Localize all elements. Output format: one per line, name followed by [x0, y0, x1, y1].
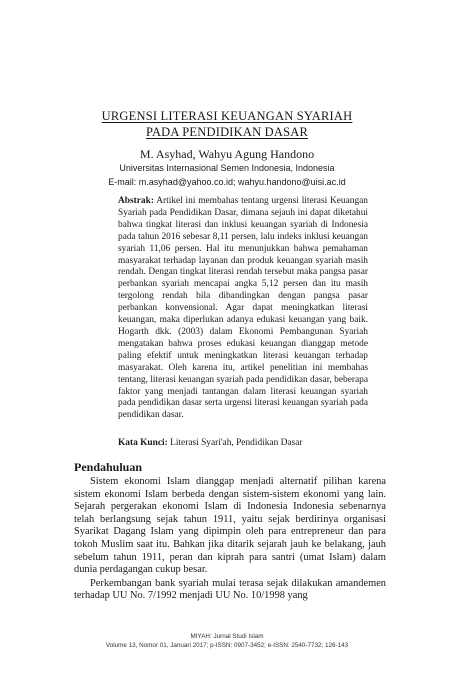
body-paragraph-1: Sistem ekonomi Islam dianggap menjadi alternatif pilihan karena sistem ekonomi Islam berbeda dengan sistem-sistem ekonomi yang lain. Sejarah pergerakan ekonomi Islam di Indonesia Indonesia sebenarnya telah berlangsung sejak tahun 1911, yaitu sejak berdirinya organisasi Syarikat Dagang Islam yang dipimpin oleh para entrepreneur dan para tokoh Muslim saat itu. Bahkan jika ditarik sejarah jauh ke belakang, jauh sebelum tahun 1911, peran dan kiprah para santri (umat Islam) dalam dunia perdagangan cukup besar. — [74, 476, 386, 576]
abstract-label: Abstrak: — [118, 196, 154, 206]
paper-title — [0, 108, 454, 140]
footer-details: Volume 13, Nomor 01, Januari 2017; p-ISSN: 0907-3452; e-ISSN: 2540-7732; 126-143 — [105, 642, 349, 649]
keywords-block — [118, 437, 368, 449]
section-body — [74, 476, 386, 603]
author-email: E-mail: m.asyhad@yahoo.co.id; wahyu.handono@uisi.ac.id — [108, 177, 346, 187]
abstract-block — [118, 196, 368, 422]
keywords-text: Literasi Syari'ah, Pendidikan Dasar — [170, 438, 303, 448]
keywords-label: Kata Kunci: — [118, 438, 168, 448]
page-footer — [0, 632, 454, 650]
footer-journal: MIYAH: Jurnal Studi Islam — [190, 633, 264, 640]
author-affiliation: Universitas Internasional Semen Indonesia, Indonesia — [119, 163, 335, 173]
paper-title-line-1: URGENSI LITERASI KEUANGAN SYARIAH — [101, 109, 353, 123]
section-heading: Pendahuluan — [74, 460, 143, 474]
paper-authors: M. Asyhad, Wahyu Agung Handono — [139, 147, 315, 161]
body-paragraph-2: Perkembangan bank syariah mulai terasa sejak dilakukan amandemen terhadap UU No. 7/1992 menjadi UU No. 10/1998 yang — [74, 577, 386, 602]
abstract-text: Artikel ini membahas tentang urgensi literasi Keuangan Syariah pada Pendidikan Dasar, dimana sejauh ini dapat diketahui bahwa tingkat literasi dan inklusi keuangan syariah di Indonesia pada tahun 2016 sebesar 8,11 persen, lalu indeks inklusi keuangan syariah 11,06 persen. Hal itu menunjukkan bahwa pemahaman masyarakat terhadap layanan dan produk keuangan syariah masih rendah. Dengan tingkat literasi rendah tersebut maka pangsa pasar perbankan syariah mencapai angka 5,12 persen dan itu masih tergolong rendah bila dibandingkan dengan pangsa pasar perbankan konvensional. Agar dapat meningkatkan literasi keuangan, maka diperlukan adanya edukasi keuangan yang baik. Hogarth dkk. (2003) dalam Ekonomi Pembangunan Syariah mengatakan bahwa proses edukasi keuangan dianggap metode paling efektif untuk meningkatkan literasi keuangan terhadap masyarakat. Oleh karena itu, artikel penelitian ini membahas tentang, literasi keuangan syariah pada pendidikan dasar, beberapa faktor yang menjadi tantangan dalam literasi keuangan syariah pada pendidikan dasar serta urgensi literasi keuangan syariah pada pendidikan dasar. — [118, 196, 368, 421]
paper-title-line-2: PADA PENDIDIKAN DASAR — [145, 125, 309, 139]
